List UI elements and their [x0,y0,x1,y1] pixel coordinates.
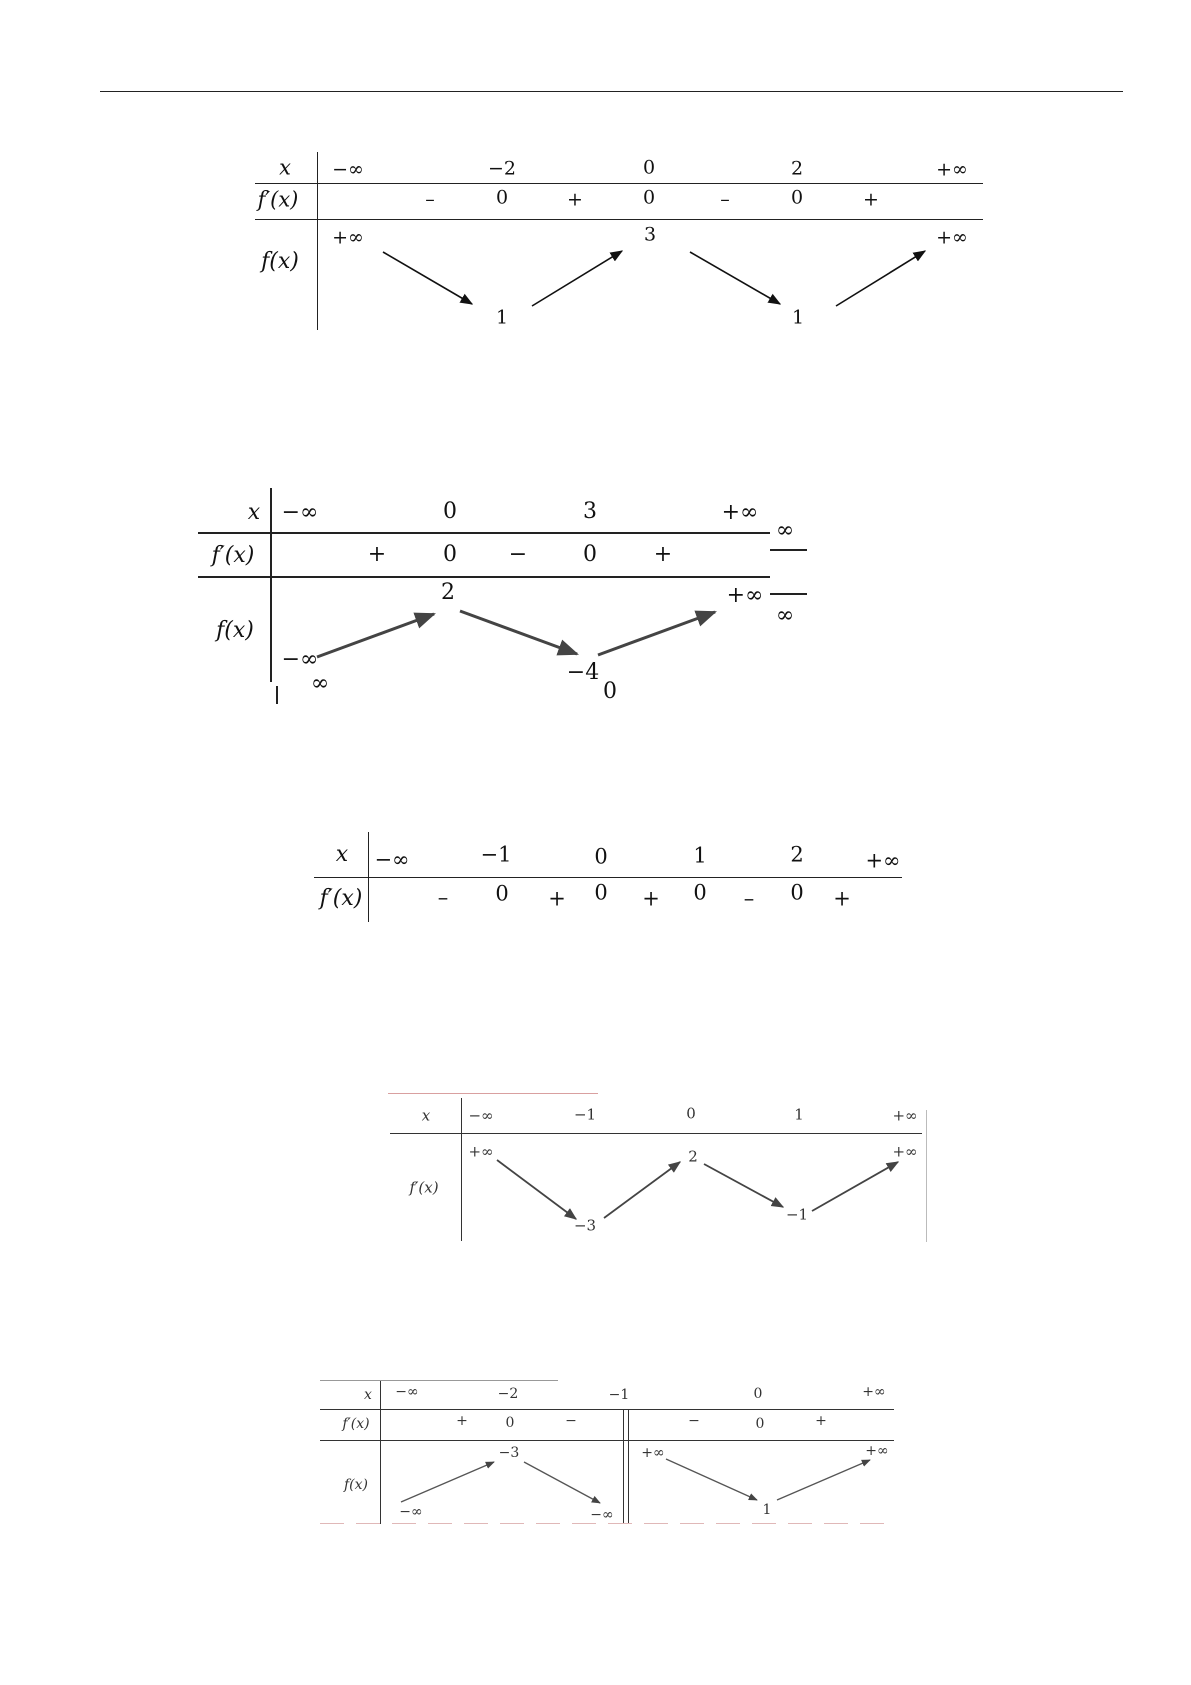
table1-row-rule-1 [255,183,983,184]
table5-fp-sign: − [688,1413,700,1429]
table5-x-value: −∞ [395,1384,419,1400]
table2-row-rule-1 [198,532,770,534]
table1-f-label: f(x) [261,249,299,274]
table5-f-value: +∞ [865,1443,889,1459]
table1-f-value: 1 [791,306,805,329]
table1-fp-sign: + [863,188,879,211]
table2-x-value: +∞ [721,500,759,525]
table4-f-value: 2 [688,1147,698,1166]
table5-arrow-down [666,1459,757,1500]
table3-fp-sign: + [833,886,851,911]
table3-fp-sign: 0 [594,880,608,905]
table5-x-value: +∞ [862,1384,886,1400]
table5-f-value: −∞ [399,1504,423,1520]
table3-fp-sign: – [743,886,755,911]
table2-stub [276,686,278,704]
table1-arrow-down [383,252,472,304]
table5-x-label: x [364,1387,372,1403]
table2-artifact-text: ∞ [775,518,795,543]
table2-f-value: −4 [566,660,600,685]
table2-x-value: 3 [583,499,597,524]
table3-fp-sign: 0 [495,881,509,906]
table1-arrow-up [532,251,622,306]
table2-fp-sign: − [508,542,528,567]
table1-f-value: +∞ [936,226,968,249]
table2-x-label: x [247,500,261,525]
table1-arrow-up [836,251,925,306]
table4-divider [461,1098,462,1241]
table5-f-label: f(x) [343,1477,369,1493]
table4-x-label: x [421,1106,431,1125]
table2-fp-sign: 0 [443,542,457,567]
table2-fp-sign: + [367,542,387,567]
table4-arrow-up [812,1162,898,1211]
table4-arrow-up [604,1162,680,1218]
table2-artifact-text: ∞ [310,671,330,696]
table3-x-value: +∞ [865,848,901,873]
table4-arrow-down [704,1164,783,1207]
table1-fp-sign: 0 [642,186,656,209]
table5-x-value: 0 [753,1386,763,1402]
table1-x-value: +∞ [936,158,968,181]
table1-x-label: x [279,155,291,180]
table1-divider [317,152,318,330]
table4-row-rule [390,1133,922,1134]
table1-x-value: −∞ [332,158,364,181]
table2-x-value: 0 [443,499,457,524]
table2-fp-sign: 0 [583,542,597,567]
table2-f-value: 2 [441,580,455,605]
table5-fp-sign: + [815,1413,827,1429]
table3-x-label: x [335,842,349,867]
table1-f-value: 3 [643,223,657,246]
table2-arrow-up [317,614,434,657]
table3-fp-sign: – [437,885,449,910]
table2-x-value: −∞ [281,500,319,525]
table3-row-rule [314,877,902,878]
table5-x-value: −2 [497,1386,519,1402]
table4-x-value: −1 [573,1105,597,1124]
table2-f-label: f(x) [216,618,254,643]
table1-arrow-down [690,252,780,304]
table5-arrow-up [401,1462,494,1502]
table1-fp-sign: 0 [790,186,804,209]
table3-x-value: 0 [594,844,608,869]
table2-f-value: −∞ [281,647,319,672]
table5-fp-sign: 0 [505,1415,515,1431]
table1-fp-sign: – [720,188,730,211]
table2-artifact-text: 0 [603,679,617,704]
table3-fp-label: f′(x) [319,886,363,911]
table5-fp-sign: + [456,1413,468,1429]
table3-x-value: 2 [790,842,804,867]
table5-double-bar [623,1409,624,1524]
table2-arrow-up [598,612,715,655]
table4-x-value: 0 [686,1104,696,1123]
table1-x-value: −2 [487,157,517,180]
table5-divider [380,1381,381,1524]
table5-row-rule-1 [320,1409,894,1410]
table5-f-value: −∞ [590,1507,614,1523]
table4-x-value: 1 [794,1105,804,1124]
table3-fp-sign: 0 [693,880,707,905]
table1-fp-sign: – [425,188,435,211]
table1-x-value: 2 [790,157,804,180]
table5-f-value: 1 [762,1502,772,1518]
table5-bottom-edge [320,1523,894,1524]
table3-x-value: −1 [480,842,512,867]
table5-double-bar [628,1409,629,1524]
header-rule [100,91,1123,92]
table1-f-value: +∞ [332,226,364,249]
table4-x-value: +∞ [892,1106,918,1125]
table2-divider [270,488,272,682]
table5-row-rule-2 [320,1440,894,1441]
table4-f-value: +∞ [892,1142,918,1161]
table5-fp-sign: 0 [755,1416,765,1432]
table2-f-value: +∞ [726,583,764,608]
table1-x-value: 0 [642,156,656,179]
table4-f-value: +∞ [468,1142,494,1161]
table2-fp-label: f′(x) [211,543,255,568]
table3-fp-sign: + [548,886,566,911]
table2-fp-sign: + [653,542,673,567]
table3-fp-sign: 0 [790,880,804,905]
table5-arrow-down [524,1462,600,1503]
table4-f-value: −3 [573,1216,597,1235]
table4-fp-label: f′(x) [409,1178,439,1197]
table2-artifact-rule [770,549,807,551]
table5-f-value: −3 [498,1445,520,1461]
table5-fp-label: f′(x) [342,1416,370,1432]
table4-f-value: −1 [785,1205,809,1224]
table2-arrow-down [460,611,577,654]
table5-arrow-up [777,1460,870,1500]
table3-x-value: −∞ [374,847,410,872]
table4-arrow-down [497,1160,576,1219]
table2-artifact-text: ∞ [775,603,795,628]
table4-x-value: −∞ [468,1106,494,1125]
table1-row-rule-2 [255,219,983,220]
table1-fp-sign: + [567,188,583,211]
table5-f-value: +∞ [641,1445,665,1461]
table2-artifact-rule [770,593,807,595]
table3-x-value: 1 [693,843,707,868]
table2-row-rule-2 [198,576,770,578]
table1-fp-label: f′(x) [257,187,299,212]
table1-f-value: 1 [495,306,509,329]
table4-top-edge [388,1093,598,1094]
table3-fp-sign: + [642,886,660,911]
table5-x-value: −1 [608,1387,630,1403]
table1-fp-sign: 0 [495,186,509,209]
table5-fp-sign: − [565,1413,577,1429]
table5-top-edge [320,1380,558,1381]
table4-right-edge [926,1110,927,1242]
